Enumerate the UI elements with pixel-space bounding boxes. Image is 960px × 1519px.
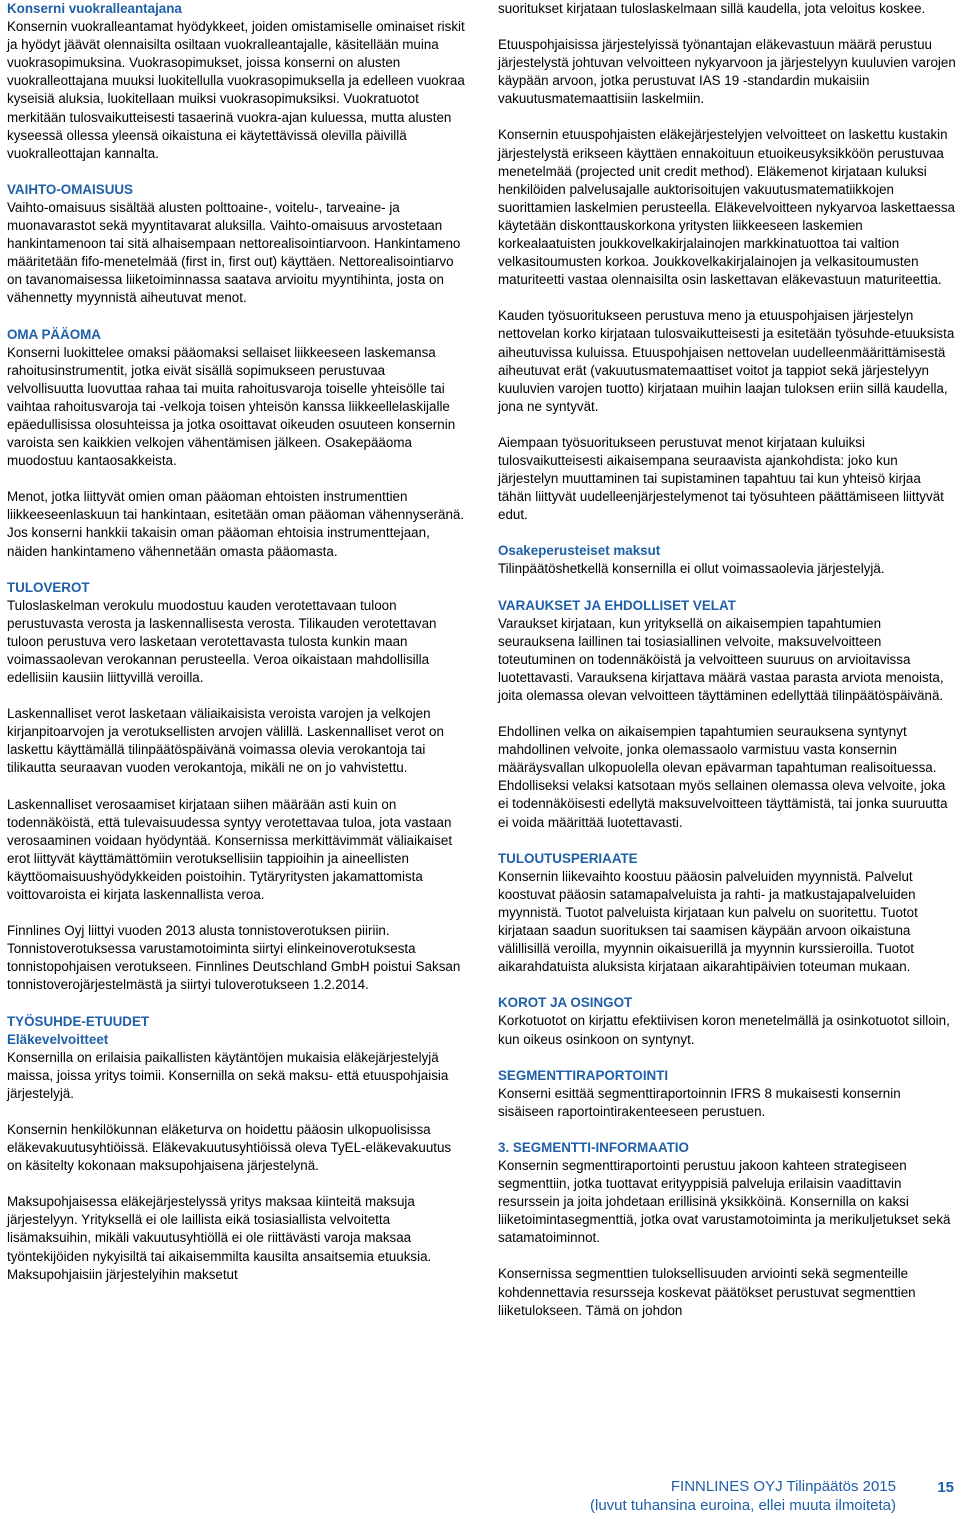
text-section [7,1013,465,1103]
text-section [7,0,465,163]
body-paragraph: Tilinpäätöshetkellä konsernilla ei ollut voimassaolevia järjestelyjä. [498,561,885,577]
text-section [498,434,956,524]
right-column [498,0,956,1338]
body-paragraph: Ehdollinen velka on aikaisempien tapahtumien seurauksena syntynyt mahdollinen velvoite, jonka olemassaolo varmistuu vasta konsernin määräysvallan ulkopuolella olevan epävarman tapahtuman realisoituessa. Ehdolliseksi velaksi katsotaan myös sellainen olemassa oleva velvoite, joka ei todennäköisesti edellytä maksuvelvoitteen täyttämistä, tai jonka suuruutta ei voida määrittää luotettavasti. [498,724,948,830]
body-paragraph: Konsernissa segmenttien tuloksellisuuden arviointi sekä segmenteille kohdennettavia resursseja koskevat päätökset perustuvat segmenttien liiketulokseen. Tämä on johdon [498,1266,916,1318]
body-paragraph: Konserni luokittelee omaksi pääomaksi sellaiset liikkeeseen laskemansa rahoitusinstrumentit, jotka eivät sisällä sopimukseen perustuvaa velvollisuutta luovuttaa rahaa tai muita rahoitusvaroja toiselle yhteisölle tai vaihtaa rahoitusvaroja tai -velkoja toisen yhteisön kanssa liikkeellelaskijalle epäedullisissa olosuhteissa ja jotka osoittavat oikeuden osuuteen konsernin varoista sen kaikkien velkojen vähentämisen jälkeen. Osakepääoma muodostuu kantaosakkeista. [7,344,456,469]
body-paragraph: Konsernin vuokralleantamat hyödykkeet, joiden omistamiselle ominaiset riskit ja hyödyt jäävät olennaisilta osiltaan vuokralleantajalle, käsitellään muina vuokrasopimuksina. Vuokrasopimukset, joissa konserni on alusten vuokralleottajana muuksi luokitellulla vuokrasopimuksella ja edelleen vuokraa kyseisiä aluksia, luokitellaan muiksi vuokrasopimuksiksi. Vuokratuotot merkitään tulosvaikutteisesti tasaerinä vuokra-ajan kuluessa, mutta alusten kyseessä ollessa yleensä oikaistuna ei käytettävissä olevilla päivillä vuokralleottajan kannalta. [7,19,465,161]
body-paragraph: Finnlines Oyj liittyi vuoden 2013 alusta tonnistoverotuksen piiriin. Tonnistoverotuksessa varustamotoiminta siirtyi elinkeinoverotuksesta tonnistopohjaisen verotukseen. Finnlines Deutschland GmbH poistui Saksan tonnistoverojärjestelmästä ja siirtyi tuloverotukseen 1.2.2014. [7,923,461,993]
body-paragraph: Konsernin henkilökunnan eläketurva on hoidettu pääosin ulkopuolisissa eläkevakuutusyhtiöissä. Eläkevakuutusyhtiöissä oleva TyEL-eläkevakuutus on käsitelty kokonaan maksupohjaisena järjestelynä. [7,1121,452,1174]
text-section [498,850,956,977]
body-paragraph: Kauden työsuoritukseen perustuva meno ja etuuspohjaisen järjestelyn nettovelan korko kirjataan tulosvaikutteisesti ja esitetään työsuhde-etuuksista aiheutuvissa kuluissa. Etuuspohjaisen nettovelan uudelleenmäärittämisestä aiheutuvat erät (vakuutusmatemaattiset voitot ja tappiot sekä järjestelyyn kuuluvien varojen tuotto) kirjataan muihin laajan tuloksen eriin sillä kaudella, jona ne syntyvät. [498,308,955,414]
text-section [7,796,465,905]
text-section [498,0,956,18]
page-number: 15 [937,1479,954,1496]
body-paragraph: Etuuspohjaisissa järjestelyissä työnantajan eläkevastuun määrä perustuu järjestelystä johtuvan velvoitteen nykyarvoon ja järjestelyyn kuuluvien varojen käypään arvoon, jotka perustuvat IAS 19 -standardin mukaisiin vakuutusmatemaattisiin laskelmiin. [498,37,956,107]
text-section [498,36,956,108]
body-paragraph: Maksupohjaisessa eläkejärjestelyssä yritys maksaa kiinteitä maksuja järjestelyyn. Yrityksellä ei ole laillista eikä tosiasiallista velvoitetta lisämaksuihin, mikäli vakuutusyhtiöllä ei ole riittävästi varoja maksaa työntekijöiden nykyisiltä tai aikaisemmilta kausilta ansaitsemia etuuksia. Maksupohjaisiin järjestelyihin maksetut [7,1194,432,1282]
text-section [7,1193,465,1283]
text-section [498,994,956,1048]
body-paragraph: Laskennalliset verot lasketaan väliaikaisista veroista varojen ja velkojen kirjanpitoarvojen ja verotuksellisten arvojen välillä. Laskennalliset verot on laskettu käyttämällä tilinpäätöspäivänä voimassa olevia verokantoja tai tilikautta seuraavan vuoden verokantoja, mikäli ne on jo vahvistettu. [7,706,444,776]
body-paragraph: Vaihto-omaisuus sisältää alusten polttoaine-, voitelu-, tarveaine- ja muonavarastot sekä myyntitavarat aluksilla. Vaihto-omaisuus arvostetaan hankintamenoon tai sitä alhaisempaan nettorealisointiarvoon. Hankintameno määritetään fifo-menetelmää (first in, first out) käyttäen. Nettorealisointiarvo on tavanomaisessa liiketoiminnassa saatava arvioitu myyntihinta, josta on vähennetty myynnistä aiheutuvat menot. [7,199,461,306]
body-paragraph: Konsernin segmenttiraportointi perustuu jakoon kahteen strategiseen segmenttiin, jotka tuottavat erityyppisiä palveluja erilaisin vaadittavin resurssein ja joita johdetaan erillisinä yksikköinä. Konsernilla on kaksi liiketoimintasegmenttiä, jotka ovat varustamotoiminta ja merikuljetukset sekä satamatoiminnot. [498,1157,951,1246]
section-heading: VAIHTO-OMAISUUS [7,181,133,197]
text-section [7,705,465,777]
section-heading: Konserni vuokralleantajana [7,1,182,16]
text-section [7,326,465,471]
text-section [7,488,465,560]
body-paragraph: Menot, jotka liittyvät omien oman pääoman ehtoisten instrumenttien liikkeeseenlaskuun tai hankintaan, esitetään oman pääoman vähennyseränä. Jos konserni hankkii takaisin oman pääoman ehtoisia instrumenttejaan, näiden hankintameno vähennetään omasta pääomasta. [7,489,465,559]
left-column [7,0,465,1302]
text-section [7,579,465,688]
text-section [7,181,465,308]
section-heading: VARAUKSET JA EHDOLLISET VELAT [498,597,736,613]
text-section [498,1139,956,1248]
text-section [498,597,956,706]
body-paragraph: Konsernin liikevaihto koostuu pääosin palveluiden myynnistä. Palvelut koostuvat pääosin satamapalveluista ja rahti- ja matkustajapalveluiden myynnistä. Tuotot palveluista kirjataan kun palvelu on suoritettu. Tuotot kirjataan saadun suorituksen tai saamisen käypään arvoon oikaistuna välillisillä veroilla, myynnin oikaisuerillä ja myynnin kurssieroilla. Tuotot aikarahdatuista aluksista kirjataan aikarahtipäivien toteuman mukaan. [498,868,918,975]
section-subheading: Eläkevelvoitteet [7,1031,109,1047]
text-section [7,1121,465,1175]
body-paragraph: Konserni esittää segmenttiraportoinnin IFRS 8 mukaisesti konsernin sisäiseen raportointirakenteeseen perustuen. [498,1085,901,1119]
body-paragraph: Aiempaan työsuoritukseen perustuvat menot kirjataan kuluiksi tulosvaikutteisesti aikaisempana seuraavista ajankohdista: joko kun järjestelyn muuttaminen tai supistaminen tapahtuu tai kun yhteisö kirjaa tähän liittyvät uudelleenjärjestelymenot tai työsuhteen päättämiseen liittyvät edut. [498,434,944,523]
section-heading: 3. SEGMENTTI-INFORMAATIO [498,1139,689,1155]
body-paragraph: Tuloslaskelman verokulu muodostuu kauden verotettavaan tuloon perustuvasta verosta ja laskennallisesta verosta. Tilikauden verotettavan tuloon perustuva vero lasketaan verotettavasta tulosta kunkin maan voimassaolevan verokannan perusteella. Veroa oikaistaan mahdollisilla edellisiin kausiin liittyvillä veroilla. [7,597,437,686]
text-section [498,126,956,289]
footer-note: (luvut tuhansina euroina, ellei muuta ilmoiteta) [590,1497,896,1514]
page-footer [0,1477,960,1517]
body-paragraph: suoritukset kirjataan tuloslaskelmaan sillä kaudella, jota veloitus koskee. [498,1,926,16]
body-paragraph: Korkotuotot on kirjattu efektiivisen koron menetelmällä ja osinkotuotot silloin, kun oikeus osinkoon on syntynyt. [498,1013,950,1047]
section-heading: TULOVEROT [7,579,90,595]
text-section [498,542,956,578]
section-heading: SEGMENTTIRAPORTOINTI [498,1067,669,1083]
section-heading: TYÖSUHDE-ETUUDET [7,1013,150,1029]
section-heading: KOROT JA OSINGOT [498,995,633,1011]
body-paragraph: Laskennalliset verosaamiset kirjataan siihen määrään asti kuin on todennäköistä, että tulevaisuudessa syntyy verotettavaa tuloa, jota vastaan verosaaminen voidaan hyödyntää. Konsernissa merkittävimmät väliaikaiset erot liittyvät käyttämättömiin verotuksellisiin tappioihin ja aineellisten käyttöomaisuushyödykkeiden poistoihin. Tytäryritysten jakamattomista voittovaroista ei kirjata laskennallista veroa. [7,796,453,903]
text-section [498,1067,956,1121]
section-heading: OMA PÄÄOMA [7,326,101,342]
section-heading: TULOUTUSPERIAATE [498,850,638,866]
section-heading: Osakeperusteiset maksut [498,543,661,559]
footer-title: FINNLINES OYJ Tilinpäätös 2015 [670,1478,896,1495]
body-paragraph: Konsernilla on erilaisia paikallisten käytäntöjen mukaisia eläkejärjestelyjä maissa, joissa yritys toimii. Konsernilla on sekä maksu- että etuuspohjaisia järjestelyjä. [7,1049,449,1101]
text-section [498,1265,956,1319]
text-section [498,723,956,832]
text-section [7,922,465,994]
body-paragraph: Varaukset kirjataan, kun yrityksellä on aikaisempien tapahtumien seurauksena laillinen tai tosiasiallinen velvoite, maksuvelvoitteen toteutuminen on todennäköistä ja velvoitteen suuruus on arvioitavissa luotettavasti. Varauksena kirjattava määrä vastaa parasta arviota menoista, joita olemassa olevan velvoitteen täyttäminen edellyttää tilinpäätöspäivänä. [498,615,944,703]
text-section [498,307,956,416]
body-paragraph: Konsernin etuuspohjaisten eläkejärjestelyjen velvoitteet on laskettu kustakin järjestelystä erikseen käyttäen ennakoituun etuoikeusyksikköön perustuvaa menetelmää (projected unit credit method). Eläkemenot kirjataan kuluksi henkilöiden palvelusajalle auktorisoitujen vakuutusmatematiikkojen suorittamien laskelmien perusteella. Eläkevelvoitteen nykyarvoa laskettaessa käytetään diskonttauskorkona yritysten liikkeeseen laskemien korkealaatuisten joukkovelkakirjalainojen markkinatuottoa tai valtion velkasitoumusten korkoa. Joukkovelkakirjalainojen ja velkasitoumusten maturiteetti vastaa olennaisilta osin laskettavan eläkevastuun maturiteettia. [498,127,956,288]
